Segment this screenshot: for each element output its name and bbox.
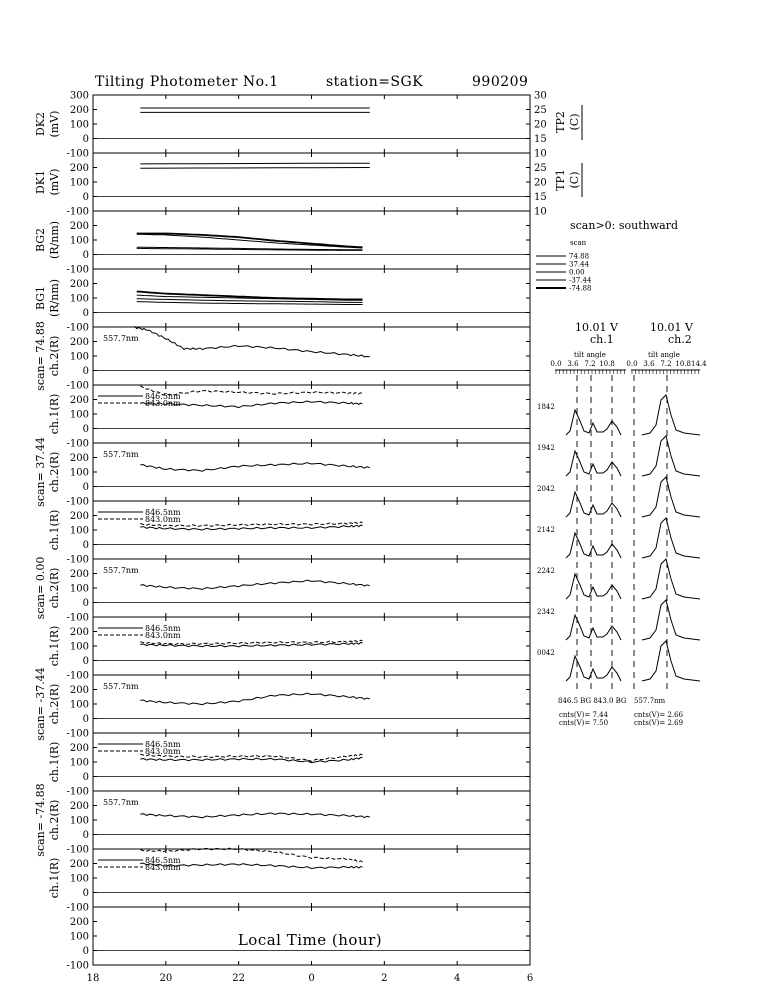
- y-tick-label: -100: [66, 264, 89, 276]
- panel-dk1: [34, 153, 530, 218]
- y-tick-label: 200: [69, 569, 89, 580]
- tp-tick-label: 20: [534, 177, 547, 189]
- panel-frame: [93, 559, 530, 617]
- y-tick-label: 200: [69, 859, 89, 870]
- panel-annotation: 843.0nm: [145, 399, 181, 408]
- panel-s2c2: [34, 437, 530, 507]
- tp1-label: [554, 163, 582, 197]
- scan-profile-ch2: [642, 641, 700, 681]
- y-tick-label: 0: [82, 772, 89, 783]
- y-tick-label: 0: [82, 714, 89, 725]
- tp-tick-label: 30: [534, 90, 547, 102]
- panel-s5c2: [34, 783, 530, 856]
- panel-annotation: 843.0nm: [145, 863, 181, 872]
- scan-time-label: 1942: [537, 444, 555, 452]
- y-tick-label: 0: [82, 424, 89, 435]
- panel-s5c1: [48, 848, 530, 913]
- y-tick-label: 0: [82, 598, 89, 609]
- series-line: [133, 327, 370, 357]
- tp-tick-label: 15: [534, 192, 547, 203]
- y-tick-label: 0: [82, 366, 89, 377]
- scan-profile-ch1: [566, 410, 621, 435]
- y-tick-label: -100: [66, 844, 89, 856]
- panel-s3c1: [48, 617, 530, 682]
- scan-time-label: 2042: [537, 485, 555, 493]
- tp-axis: [534, 91, 547, 218]
- panel-frame: [93, 443, 530, 501]
- y-axis-label: DK2: [34, 111, 47, 137]
- panel-frame: [93, 675, 530, 733]
- y-tick-label: 0: [82, 250, 89, 261]
- y-tick-label: -100: [66, 206, 89, 218]
- legend-entry: -74.88: [569, 284, 592, 293]
- y-tick-label: -100: [66, 786, 89, 798]
- y-axis-label: scan= 74.88: [34, 321, 47, 391]
- legend-entry: 0.00: [569, 268, 585, 277]
- y-tick-label: -100: [66, 438, 89, 450]
- scan-profile-ch2: [642, 559, 700, 599]
- scan-profile-ch2: [642, 436, 700, 476]
- panel-s4c2: [34, 667, 530, 740]
- scan-cnts-left-2: cnts(V)= 7.50: [559, 719, 609, 727]
- y-axis-label: ch.2(R): [48, 567, 61, 609]
- y-axis-label: scan= 0.00: [34, 556, 47, 620]
- chart-title: Tilting Photometer No.1: [95, 74, 279, 90]
- y-axis-label: (mV): [48, 168, 61, 196]
- y-tick-label: 100: [69, 409, 89, 421]
- y-tick-label: 200: [69, 627, 89, 638]
- y-tick-label: 100: [69, 467, 89, 479]
- panel-dk2: [34, 91, 530, 160]
- scan-bottom-left: 846.5 BG 843.0 BG: [558, 697, 627, 705]
- scan-time-label: 2342: [537, 608, 555, 616]
- scan-profile-ch1: [566, 615, 621, 640]
- y-tick-label: 0: [82, 482, 89, 493]
- y-axis-label: scan= 37.44: [34, 437, 47, 507]
- scan-profile-ch1: [566, 492, 621, 517]
- x-tick-label: 18: [86, 973, 100, 984]
- panel-annotation: 843.0nm: [145, 515, 181, 524]
- panel-annotation: 557.7nm: [103, 450, 139, 459]
- scan-tilt-right: tilt angle: [648, 351, 680, 359]
- y-tick-label: 0: [82, 134, 89, 145]
- tilt-tick-label: 3.6: [567, 360, 579, 368]
- panel-annotation: 843.0nm: [145, 631, 181, 640]
- y-tick-label: -100: [66, 380, 89, 392]
- scan-scale-right: 10.01 V: [650, 321, 693, 334]
- panel-frame: [93, 153, 530, 211]
- station-label: station=SGK: [326, 74, 424, 90]
- scan-profile-ch1: [566, 656, 621, 681]
- legend: [536, 253, 592, 293]
- scan-profile-ch1: [566, 451, 621, 476]
- y-tick-label: 200: [69, 743, 89, 754]
- y-tick-label: 100: [69, 177, 89, 189]
- y-tick-label: 200: [69, 801, 89, 812]
- legend-entry: 74.88: [569, 252, 590, 261]
- y-tick-label: 0: [82, 192, 89, 203]
- scan-profile-ch2: [642, 600, 700, 640]
- x-tick-label: 4: [453, 973, 461, 984]
- tilt-tick-label: 0.0: [550, 360, 562, 368]
- panel-s3c2: [34, 554, 530, 624]
- legend-entry: 37.44: [569, 260, 590, 269]
- scan-time-label: 0042: [537, 649, 555, 657]
- tilt-tick-label: 7.2: [584, 360, 596, 368]
- tp-tick-label: 25: [534, 163, 547, 174]
- y-tick-label: 0: [82, 946, 89, 957]
- scan-time-label: 2242: [537, 567, 555, 575]
- y-axis-label: scan= -74.88: [34, 783, 47, 857]
- series-line: [140, 163, 369, 164]
- panel-s1c2: [34, 321, 530, 391]
- scan-profile-ch2: [642, 395, 700, 435]
- y-tick-label: 200: [69, 917, 89, 928]
- y-axis-label: BG2: [34, 227, 47, 253]
- panel-annotation: 557.7nm: [103, 566, 139, 575]
- panel-annotation: 843.0nm: [145, 747, 181, 756]
- scan-profile-ch1: [566, 533, 621, 558]
- scan-profile-ch2: [642, 477, 700, 517]
- tp-tick-label: 20: [534, 119, 547, 131]
- y-axis-label: DK1: [34, 169, 47, 195]
- y-axis-label: ch.1(R): [48, 393, 61, 435]
- y-tick-label: 100: [69, 235, 89, 247]
- y-tick-label: 100: [69, 699, 89, 711]
- y-axis-label: (mV): [48, 110, 61, 138]
- tp-tick-label: 10: [534, 206, 547, 218]
- y-tick-label: 100: [69, 931, 89, 943]
- y-tick-label: 100: [69, 757, 89, 769]
- scan-scale-left: 10.01 V: [575, 321, 618, 334]
- panel-annotation: 846.5nm: [145, 508, 181, 517]
- y-tick-label: 200: [69, 511, 89, 522]
- panel-frame: [93, 211, 530, 269]
- y-tick-label: 100: [69, 641, 89, 653]
- legend-heading: scan: [570, 239, 587, 247]
- tp-tick-label: 25: [534, 105, 547, 116]
- tp2-label-line1: TP2: [554, 111, 567, 133]
- y-tick-label: 100: [69, 873, 89, 885]
- panel-annotation: 557.7nm: [103, 334, 139, 343]
- y-tick-label: -100: [66, 670, 89, 682]
- x-tick-label: 0: [308, 973, 315, 984]
- y-tick-label: 100: [69, 525, 89, 537]
- tilt-tick-label: 10.814.4: [675, 360, 707, 368]
- y-axis-label: scan= -37.44: [34, 667, 47, 741]
- y-tick-label: 0: [82, 656, 89, 667]
- y-tick-label: 100: [69, 583, 89, 595]
- panel-s1c1: [48, 385, 530, 450]
- y-tick-label: 200: [69, 279, 89, 290]
- y-axis-label: ch.2(R): [48, 451, 61, 493]
- y-tick-label: 0: [82, 888, 89, 899]
- scan-panel: [537, 321, 707, 727]
- scan-time-label: 2142: [537, 526, 555, 534]
- date-label: 990209: [472, 74, 529, 90]
- y-tick-label: 100: [69, 351, 89, 363]
- y-tick-label: 0: [82, 308, 89, 319]
- scan-profile-ch1: [566, 574, 621, 599]
- panel-s2c1: [48, 501, 530, 566]
- y-tick-label: 200: [69, 105, 89, 116]
- tilt-tick-label: 3.6: [643, 360, 655, 368]
- x-tick-label: 22: [232, 973, 246, 984]
- y-axis-label: (R/nm): [48, 278, 61, 318]
- scan-cnts-left-1: cnts(V)= 7.44: [559, 711, 609, 719]
- y-axis-label: ch.2(R): [48, 683, 61, 725]
- y-tick-label: 200: [69, 221, 89, 232]
- scan-time-label: 1842: [537, 403, 555, 411]
- y-tick-label: 100: [69, 293, 89, 305]
- panels-group: [34, 91, 547, 972]
- panel-annotation: 846.5nm: [145, 856, 181, 865]
- panel-bg1: [34, 269, 530, 334]
- panel-annotation: 557.7nm: [103, 798, 139, 807]
- y-tick-label: 200: [69, 163, 89, 174]
- scan-tilt-left: tilt angle: [574, 351, 606, 359]
- y-tick-label: 100: [69, 119, 89, 131]
- y-tick-label: 100: [69, 815, 89, 827]
- y-tick-label: -100: [66, 902, 89, 914]
- tp2-label-line2: (C): [568, 113, 581, 131]
- legend-title: scan>0: southward: [570, 219, 678, 232]
- y-axis-label: BG1: [34, 285, 47, 311]
- panel-s4c1: [48, 733, 530, 798]
- scan-bottom-right: 557.7nm: [634, 697, 666, 705]
- series-line: [140, 168, 369, 169]
- y-tick-label: 200: [69, 395, 89, 406]
- y-axis-label: ch.2(R): [48, 799, 61, 841]
- scan-profile-ch2: [642, 518, 700, 558]
- y-tick-label: -100: [66, 496, 89, 508]
- tilt-tick-label: 0.0: [626, 360, 638, 368]
- tp-tick-label: 15: [534, 134, 547, 145]
- scan-ch2-title: ch.2: [668, 333, 692, 346]
- y-axis-label: ch.1(R): [48, 857, 61, 899]
- series-line: [140, 813, 369, 818]
- series-line: [140, 525, 362, 530]
- y-tick-label: 300: [69, 90, 89, 102]
- series-line: [137, 234, 363, 248]
- x-axis-label: Local Time (hour): [237, 931, 383, 949]
- series-line: [140, 693, 369, 705]
- panel-bg2: [34, 211, 530, 276]
- y-axis-label: ch.1(R): [48, 509, 61, 551]
- tp1-label-line1: TP1: [554, 169, 567, 191]
- y-axis-label: ch.1(R): [48, 625, 61, 667]
- panel-frame: [93, 95, 530, 153]
- y-tick-label: 0: [82, 540, 89, 551]
- y-tick-label: -100: [66, 322, 89, 334]
- tp2-label: [554, 105, 582, 140]
- legend-entry: -37.44: [569, 276, 592, 285]
- tilt-tick-label: 7.2: [660, 360, 672, 368]
- y-tick-label: -100: [66, 554, 89, 566]
- series-line: [140, 463, 369, 472]
- y-axis-label: ch.1(R): [48, 741, 61, 783]
- tilt-tick-label: 10.8: [599, 360, 615, 368]
- y-tick-label: 200: [69, 685, 89, 696]
- y-tick-label: -100: [66, 148, 89, 160]
- scan-cnts-right-2: cnts(V)= 2.69: [634, 719, 684, 727]
- x-tick-label: 20: [159, 973, 173, 984]
- panel-annotation: 846.5nm: [145, 392, 181, 401]
- y-tick-label: 0: [82, 830, 89, 841]
- scan-cnts-right-1: cnts(V)= 2.66: [634, 711, 684, 719]
- series-line: [140, 580, 369, 589]
- panel-annotation: 846.5nm: [145, 740, 181, 749]
- panel-frame: [93, 791, 530, 849]
- scan-ch1-title: ch.1: [590, 333, 614, 346]
- y-tick-label: -100: [66, 960, 89, 972]
- y-axis-label: ch.2(R): [48, 335, 61, 377]
- y-tick-label: -100: [66, 612, 89, 624]
- y-tick-label: 200: [69, 453, 89, 464]
- y-tick-label: 200: [69, 337, 89, 348]
- y-tick-label: -100: [66, 728, 89, 740]
- tp-tick-label: 10: [534, 148, 547, 160]
- tp1-label-line2: (C): [568, 171, 581, 189]
- panel-annotation: 846.5nm: [145, 624, 181, 633]
- panel-annotation: 557.7nm: [103, 682, 139, 691]
- y-axis-label: (R/nm): [48, 220, 61, 260]
- x-tick-label: 2: [381, 973, 388, 984]
- x-tick-label: 6: [526, 973, 534, 984]
- x-axis: [87, 973, 534, 984]
